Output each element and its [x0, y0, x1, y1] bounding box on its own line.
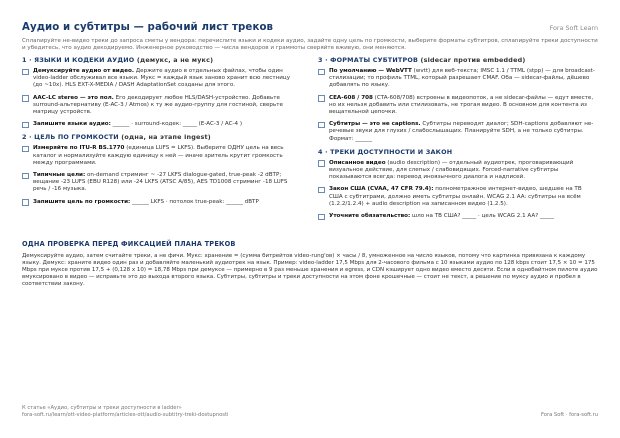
brand-label: Fora Soft Learn [549, 24, 598, 32]
item-text: on-demand стриминг ~ -27 LKFS dialogue-gated, true-peak -2 dBTP; вещание -23 LUFS (EBU R128) или -24 LKFS (ATSC A/85), AES TD1008 стриминг -18 LUFS речь / -16 музыка. [33, 172, 288, 193]
section-1-heading: 1 · ЯЗЫКИ И КОДЕКИ АУДИО [22, 56, 135, 64]
checklist-item [22, 68, 300, 90]
item-text: (единица LUFS = LKFS). Выберите ОДНУ цель на весь каталог и нормализуйте каждую единицу к ней — иначе зритель крутит громкость между программами. [33, 145, 284, 166]
checklist-item [318, 95, 596, 117]
section-3-heading: 3 · ФОРМАТЫ СУБТИТРОВ [318, 56, 419, 64]
item-text: полнометражное интернет-видео, шедшее на ТВ США с субтитрами, должно иметь субтитры онлайн. WCAG 2.1 AA: субтитры на всём (1.2.2/1.2.4) + audio description на записанном видео (1.2.5). [329, 186, 582, 207]
checkbox[interactable] [22, 199, 29, 206]
checkbox[interactable] [22, 122, 29, 129]
checklist-item [22, 121, 300, 128]
summary-text: Демуксируйте аудио, затем считайте треки, а не фичи. Мукс: хранение = (сумма битрейтов video-rung'ов) × часы / 8, умноженное на число языков, потому что картинка привязана к каждому языку. Демукс: храните видео один раз и добавляйте маленький аудиотрек на язык. Пример: video-ladder 17,5 Mbps для 2-часового фильма с 10 языками аудио по 128 kbps стоит 17,5 × 10 = 175 Mbps при муксе против 17,5 + (0,128 x 10) = 18,78 Mbps при демуксе — примерно в 9 раз меньше хранения и egress, и CDN кэширует одно видео вместо десяти. Если в однобайтном пилоте аудио вмуксировано в видео — исправьте это до выхода второго языка. Субтитры, субтитры и треки доступности на этом фоне крошечные — стоит не текст, а решение по муксу аудио и пробел в соответствии закону. [22, 253, 598, 288]
item-text: ______ · surround-кодек: _____ (E-AC-3 / AC-4 ) [110, 121, 243, 128]
checklist-item [22, 95, 300, 117]
footer-brand: Fora Soft · fora-soft.ru [540, 412, 598, 418]
checklist-item [22, 199, 300, 206]
checkbox[interactable] [22, 69, 29, 76]
section-2-heading: 2 · ЦЕЛЬ ПО ГРОМКОСТИ [22, 133, 119, 142]
item-lead: Демуксируйте аудио от видео. [33, 68, 134, 74]
item-lead: Субтитры — это не captions. [329, 121, 421, 128]
item-lead: AAC-LC stereo — это пол. [33, 94, 114, 101]
section-2-subheading: (одна, на этапе ingest) [121, 133, 211, 142]
footer-source [22, 405, 228, 419]
summary-title: ОДНА ПРОВЕРКА ПЕРЕД ФИКСАЦИЕЙ ПЛАНА ТРЕКОВ [22, 240, 236, 248]
section-3-subheading: (sidecar против embedded) [420, 56, 526, 64]
item-text: шло на ТВ США? _____ · цель WCAG 2.1 AA? _____ [410, 213, 554, 220]
checkbox[interactable] [318, 214, 325, 221]
section-4-heading: 4 · ТРЕКИ ДОСТУПНОСТИ И ЗАКОН [318, 147, 453, 156]
section-4-title [318, 148, 596, 156]
checklist-item [318, 121, 596, 143]
header [22, 22, 598, 33]
section-2-title [22, 133, 300, 141]
checklist-item [22, 145, 300, 167]
left-column [22, 56, 300, 211]
checklist-item [318, 213, 596, 220]
item-lead: Описанное видео [329, 159, 386, 166]
section-3-title [318, 56, 596, 64]
item-lead: По умолчанию — WebVTT [329, 68, 412, 74]
item-text: Субтитры переводят диалог; SDH-captions добавляют не-речевые звуки для глухих / слабослышащих. Планируйте SDH, а не только субтитры. Формат: ______ [329, 121, 594, 142]
checklist-item [22, 172, 300, 194]
footer-article-title: К статье «Аудио, субтитры и треки доступности в ladder» [22, 405, 182, 411]
checkbox[interactable] [22, 146, 29, 153]
item-lead: Запишите цель по громкости: [33, 198, 131, 205]
item-lead: CEA-608 / 708 [329, 94, 373, 101]
item-text: ______ LKFS · потолок true-peak: ______ dBTP [130, 198, 259, 205]
section-1-subheading: (демукс, а не мукс) [136, 56, 214, 64]
checklist-item [318, 186, 596, 208]
item-text: (audio description) — отдельный аудиотрек, проговаривающий визуальное действие, для слепых / слабовидящих. Forced-narrative субтитры показываются всегда: перевод иноязычного диалога и надписей. [329, 159, 574, 181]
checklist-item [318, 68, 596, 90]
checkbox[interactable] [318, 187, 325, 194]
checkbox[interactable] [318, 69, 325, 76]
footer-url[interactable]: fora-soft.ru/learn/ott-video-platform/articles-ott/audio-subtitry-treki-dostupnosti [22, 412, 229, 418]
item-text: (wvtt) для веб-текста; IMSC 1.1 / TTML (stpp) — для broadcast-стилизации; то профиль TTML, который разрешает CMAF. Оба — sidecar-файлы, дёшево добавлять по языку. [329, 68, 595, 89]
checkbox[interactable] [318, 122, 325, 129]
item-lead: Закон США (CVAA, 47 CFR 79.4): [329, 186, 434, 193]
item-text: Держите аудио в отдельных файлах, чтобы один video-ladder обслуживал все языки. Мукс = каждый язык заново хранит всю лестницу (до ~10x). HLS EXT-X-MEDIA / DASH AdaptationSet созданы для этого. [33, 68, 291, 89]
intro-text: Сплanируйте не-видео треки до запроса сметы у вендора: перечислите языки и кодеки аудио, задайте одну цель по громкости, выберите форматы субтитров, сплanируйте треки доступности и убедитесь, что аудио декодируемо. Инженерное руководство — числа вендоров и граммоты сверяйте вживую, они меняются. [22, 38, 598, 52]
section-1-title [22, 56, 300, 64]
checklist-item [318, 160, 596, 182]
item-text: Его декодирует любое HLS/DASH-устройство. Добавьте surround-альтернативу (E-AC-3 / Atmos) к ту же аудио-группу для гостиной, сверьте матрицу устройств. [33, 94, 283, 116]
right-column [318, 56, 596, 225]
item-lead: Измеряйте по ITU-R BS.1770 [33, 145, 125, 152]
checkbox[interactable] [318, 160, 325, 167]
page-title: Аудио и субтитры — рабочий лист треков [22, 22, 274, 33]
checkbox[interactable] [318, 95, 325, 102]
item-lead: Запишите языки аудио: [33, 121, 111, 128]
checkbox[interactable] [22, 95, 29, 102]
checkbox[interactable] [22, 173, 29, 180]
item-text: (CTA-608/708) встроены в видеопоток, а не sidecar-файлы — едут вместе, но их нельзя добавить или стилизовать, не трогая видео. В основном для контента из вещательной цепочки. [329, 94, 594, 116]
item-lead: Уточните обязательство: [329, 213, 411, 220]
item-lead: Типичные цели: [33, 172, 86, 179]
